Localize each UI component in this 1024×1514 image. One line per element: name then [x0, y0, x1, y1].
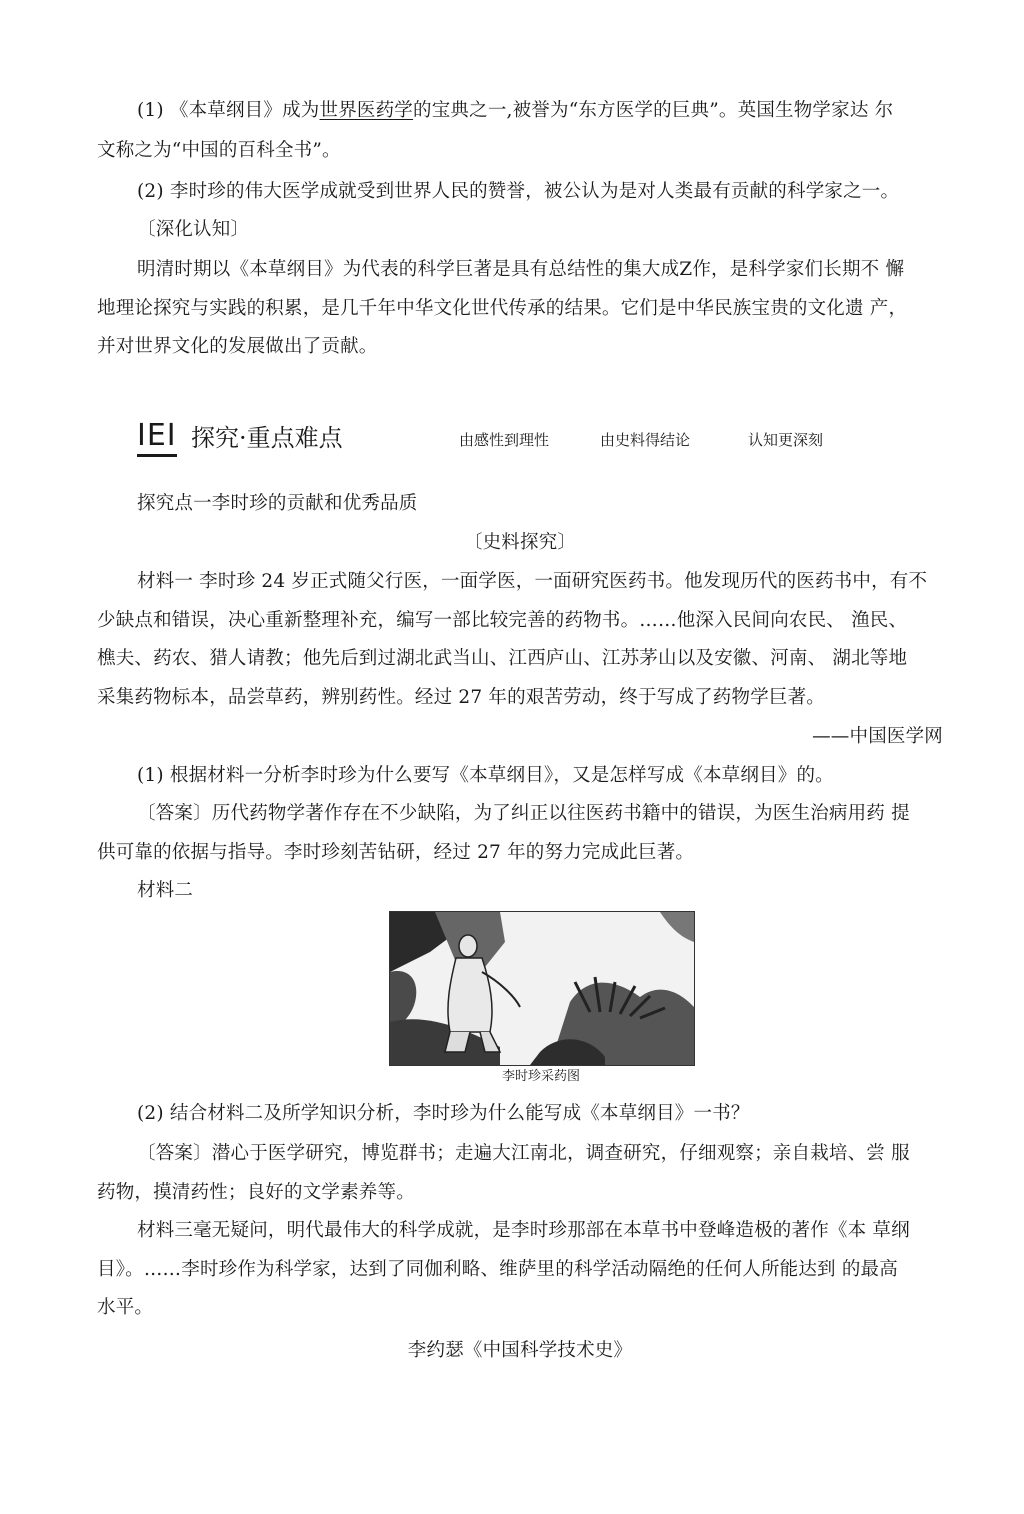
source-label: 〔史料探究〕	[463, 532, 577, 553]
material-1-line-2: 少缺点和错误，决心重新整理补充，编写一部比较完善的药物书。……他深入民间向农民、 渔民、	[97, 610, 908, 631]
material-1-line-1: 材料一 李时珍 24 岁正式随父行医，一面学医，一面研究医药书。他发现历代的医药书中，有不	[137, 571, 928, 592]
li-shizhen-herb-picture	[389, 911, 695, 1066]
world-medicine-link: 世界医药学	[319, 100, 414, 121]
illustration-icon	[390, 912, 694, 1065]
answer-1-line-2: 供可靠的依据与指导。李时珍刻苦钻研，经过 27 年的努力完成此巨著。	[97, 842, 695, 863]
intro-paragraph-1-line-1	[137, 97, 943, 125]
deepen-label: 〔深化认知〕	[137, 219, 250, 240]
deepen-line-2: 地理论探究与实践的积累，是几千年中华文化世代传承的结果。它们是中华民族宝贵的文化遗 产，	[97, 298, 908, 319]
answer-1-line-1: 〔答案〕历代药物学著作存在不少缺陷，为了纠正以往医药书籍中的错误，为医生治病用药 提	[137, 803, 910, 824]
material-3-source: 李约瑟《中国科学技术史》	[407, 1340, 633, 1361]
point-title: 探究点一李时珍的贡献和优秀品质	[137, 493, 418, 514]
material-2-label: 材料二	[137, 880, 194, 901]
section-tag: 由史料得结论	[600, 431, 691, 449]
material-1-line-3: 樵夫、药农、猎人请教；他先后到过湖北武当山、江西庐山、江苏茅山以及安徽、河南、 湖北等地	[97, 648, 908, 669]
section-tag: 由感性到理性	[459, 431, 550, 449]
section-header	[137, 420, 943, 460]
material-3-line-2: 目》。……李时珍作为科学家，达到了同伽利略、维萨里的科学活动隔绝的任何人所能达到 的最高	[97, 1259, 898, 1280]
deepen-line-1: 明清时期以《本草纲目》为代表的科学巨著是具有总结性的集大成Z作，是科学家们长期不 懈	[137, 259, 905, 280]
intro-paragraph-2: (2) 李时珍的伟大医学成就受到世界人民的赞誉，被公认为是对人类最有贡献的科学家之一。	[137, 181, 900, 202]
material-1-source: ——中国医学网	[812, 726, 943, 747]
material-3-line-3: 水平。	[97, 1297, 154, 1318]
material-3-line-1: 材料三毫无疑问，明代最伟大的科学成就，是李时珍那部在本草书中登峰造极的著作《本 草纲	[137, 1220, 910, 1241]
answer-2-line-1: 〔答案〕潜心于医学研究，博览群书；走遍大江南北，调查研究，仔细观察；亲自栽培、尝 服	[137, 1143, 910, 1164]
intro-text: 的宝典之一,被誉为“东方医学的巨典”。英国生物学家达 尔	[413, 100, 894, 121]
figure-caption: 李时珍采药图	[501, 1069, 580, 1084]
material-1-line-4: 采集药物标本，品尝草药，辨别药性。经过 27 年的艰苦劳动，终于写成了药物学巨著。	[97, 687, 826, 708]
intro-paragraph-1-line-2: 文称之为“中国的百科全书”。	[97, 140, 341, 161]
answer-2-line-2: 药物，摸清药性；良好的文学素养等。	[97, 1182, 415, 1203]
intro-text: (1) 《本草纲目》成为	[137, 100, 320, 121]
section-badge-icon: IEI	[137, 420, 177, 457]
section-tag: 认知更深刻	[748, 431, 824, 449]
deepen-line-3: 并对世界文化的发展做出了贡献。	[97, 336, 378, 357]
question-1: (1) 根据材料一分析李时珍为什么要写《本草纲目》，又是怎样写成《本草纲目》的。	[137, 765, 834, 786]
question-2: (2) 结合材料二及所学知识分析，李时珍为什么能写成《本草纲目》一书？	[137, 1103, 750, 1124]
section-title: 探究·重点难点	[191, 424, 343, 452]
